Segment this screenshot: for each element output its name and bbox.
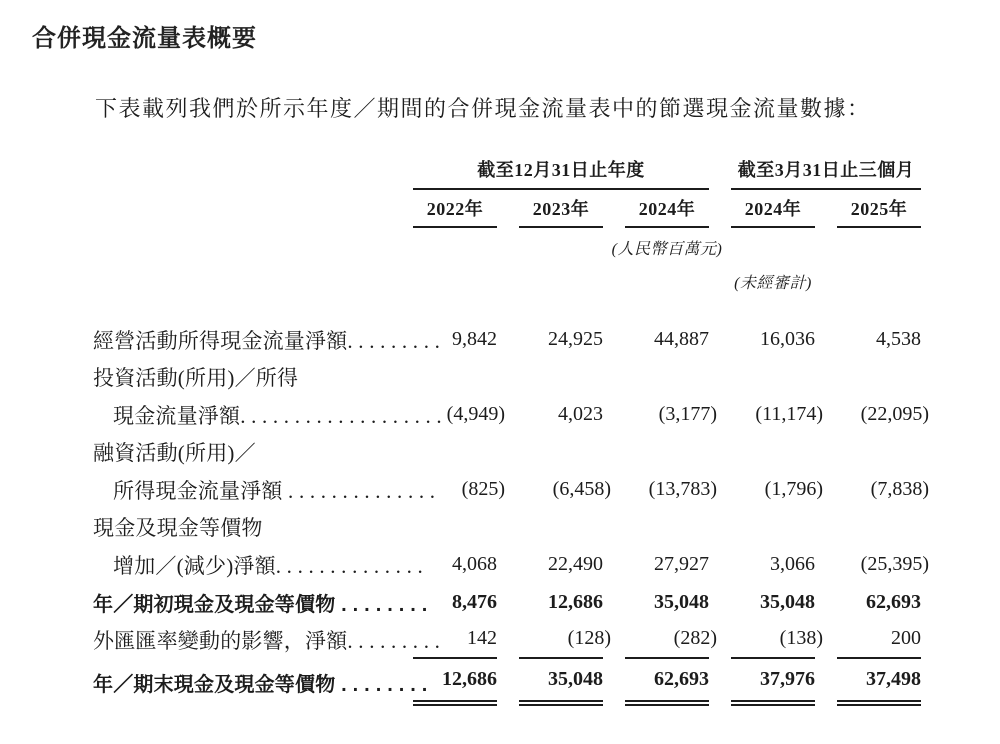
value-cell: (25,395) — [860, 553, 929, 576]
row-label: 年／期末現金及現金等價物 . . . . . . . . — [93, 673, 428, 696]
value-cell: (7,838) — [870, 478, 929, 501]
table-row-net-increase-decrease — [93, 546, 933, 584]
label-column-spacer — [93, 198, 391, 228]
value-cell: (825) — [461, 478, 505, 501]
table-row-cash-ending — [93, 659, 933, 706]
year-header-row — [93, 198, 933, 228]
currency-unit-note: (人民幣百萬元) — [611, 240, 723, 258]
intro-paragraph: 下表載列我們於所示年度／期間的合併現金流量表中的節選現金流量數據： — [95, 96, 871, 121]
value-cell: (6,458) — [552, 478, 611, 501]
value-cell: (128) — [567, 627, 611, 650]
table-row-cash-beginning — [93, 584, 933, 622]
row-label: 現金流量淨額. . . . . . . . . . . . . . . . . . . — [113, 403, 442, 428]
value-cell: 24,925 — [548, 328, 603, 351]
column-header-2025-q1: 2025年 — [837, 198, 921, 228]
value-cell: 35,048 — [654, 590, 709, 613]
table-row-financing-label-line — [93, 434, 933, 472]
table-row-cash-equivalents-label-line — [93, 509, 933, 547]
value-cell: 37,976 — [760, 667, 815, 690]
value-cell: 12,686 — [442, 667, 497, 690]
value-cell: 62,693 — [866, 590, 921, 613]
value-cell: (1,796) — [764, 478, 823, 501]
row-label: 年／期初現金及現金等價物 . . . . . . . . — [93, 593, 428, 616]
value-cell: 142 — [467, 627, 497, 650]
column-group-three-months: 截至3月31日止三個月 — [731, 160, 921, 190]
row-label: 所得現金流量淨額 . . . . . . . . . . . . . . — [113, 478, 436, 503]
value-cell: 22,490 — [548, 553, 603, 576]
value-cell: 62,693 — [654, 667, 709, 690]
value-cell: (138) — [779, 627, 823, 650]
table-body — [93, 321, 933, 706]
row-label: 外匯匯率變動的影響，淨額. . . . . . . . . — [93, 628, 441, 653]
cash-flow-table — [93, 160, 933, 706]
value-cell: 44,887 — [654, 328, 709, 351]
table-row-fx-effect — [93, 621, 933, 659]
value-cell: 35,048 — [760, 590, 815, 613]
value-cell: 16,036 — [760, 328, 815, 351]
column-header-2024-q1: 2024年 — [731, 198, 815, 228]
value-cell: 12,686 — [548, 590, 603, 613]
value-cell: (282) — [673, 627, 717, 650]
label-column-spacer — [93, 160, 391, 190]
value-cell: (4,949) — [446, 403, 505, 426]
value-cell: 200 — [891, 627, 921, 650]
value-cell: (13,783) — [648, 478, 717, 501]
table-row-investing-cash-flow — [93, 396, 933, 434]
column-group-year-ended: 截至12月31日止年度 — [413, 160, 709, 190]
unaudited-note-row — [93, 272, 933, 290]
value-cell: (11,174) — [755, 403, 823, 426]
column-header-2024: 2024年 — [625, 198, 709, 228]
table-row-operating-cash-flow — [93, 321, 933, 359]
value-cell: 35,048 — [548, 667, 603, 690]
table-row-investing-label-line — [93, 359, 933, 397]
row-label: 現金及現金等價物 — [93, 516, 263, 541]
value-cell: 9,842 — [452, 328, 497, 351]
page-title: 合併現金流量表概要 — [32, 25, 257, 52]
value-cell: 4,538 — [876, 328, 921, 351]
value-cell: 4,023 — [558, 403, 603, 426]
value-cell: 37,498 — [866, 667, 921, 690]
row-label: 經營活動所得現金流量淨額. . . . . . . . . — [93, 328, 441, 353]
table-row-financing-cash-flow — [93, 471, 933, 509]
value-cell: 4,068 — [452, 553, 497, 576]
column-group-header-row — [93, 160, 933, 190]
unit-note-row — [93, 238, 933, 256]
value-cell: 3,066 — [770, 553, 815, 576]
unaudited-note: (未經審計) — [734, 274, 812, 292]
value-cell: (3,177) — [658, 403, 717, 426]
row-label: 融資活動(所用)／ — [93, 441, 256, 466]
row-label: 投資活動(所用)／所得 — [93, 366, 299, 391]
value-cell: 8,476 — [452, 590, 497, 613]
column-header-2023: 2023年 — [519, 198, 603, 228]
value-cell: 27,927 — [654, 553, 709, 576]
row-label: 增加／(減少)淨額. . . . . . . . . . . . . . — [113, 553, 423, 578]
value-cell: (22,095) — [860, 403, 929, 426]
column-header-2022: 2022年 — [413, 198, 497, 228]
